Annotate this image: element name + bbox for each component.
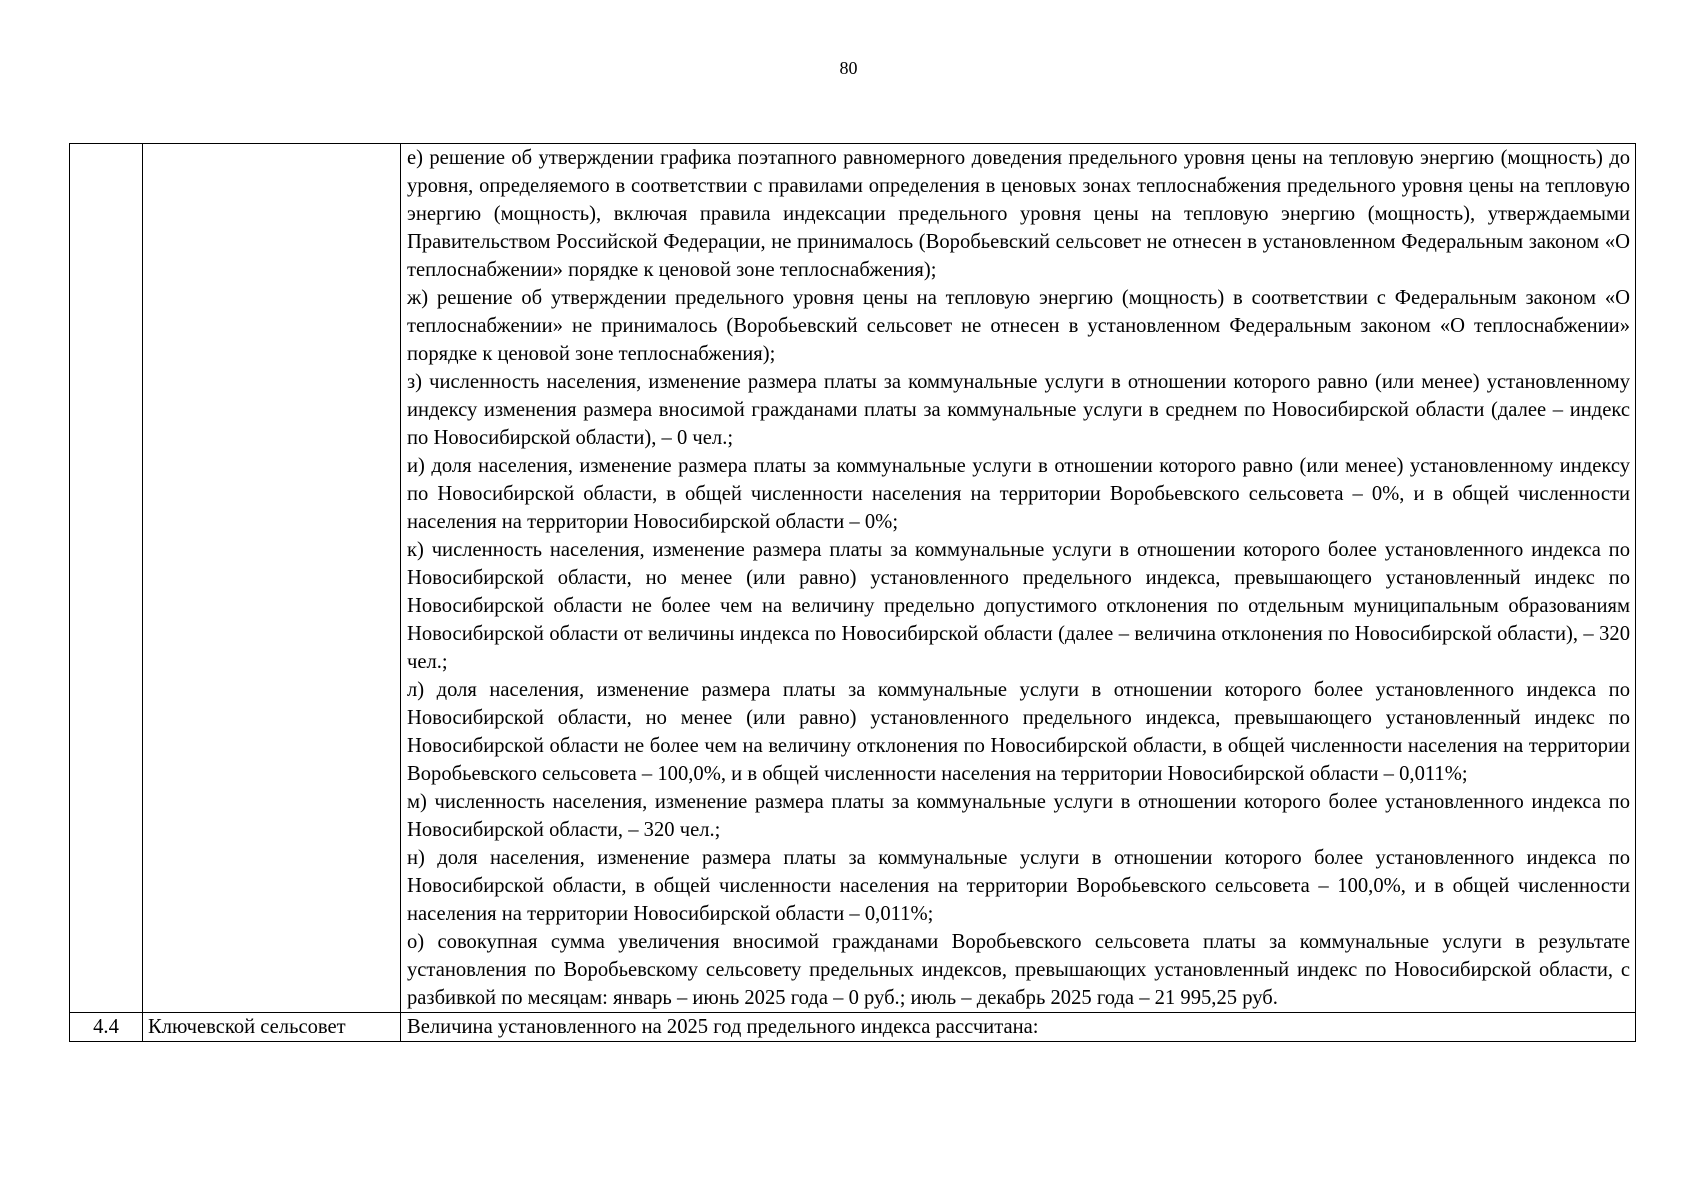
description-cell — [401, 144, 1636, 1013]
municipality-name-cell: Ключевской сельсовет — [143, 1013, 401, 1042]
description-cell — [401, 1013, 1636, 1042]
row-number-cell — [70, 144, 143, 1013]
paragraph-l: л) доля населения, изменение размера платы за коммунальные услуги в отношении которого более установленного индекса по Новосибирской области, но менее (или равно) установленного предельного индекса, превышающего установленный индекс по Новосибирской области не более чем на величину отклонения по Новосибирской области, в общей численности населения на территории Воробьевского сельсовета – 100,0%, и в общей численности населения на территории Новосибирской области – 0,011%; — [407, 679, 1630, 785]
paragraph-o: о) совокупная сумма увеличения вносимой гражданами Воробьевского сельсовета платы за коммунальные услуги в результате установления по Воробьевскому сельсовету предельных индексов, превышающих установленный индекс по Новосибирской области, с разбивкой по месяцам: январь – июнь 2025 года – 0 руб.; июль – декабрь 2025 года – 21 995,25 руб. — [407, 931, 1630, 1009]
paragraph-zh: ж) решение об утверждении предельного уровня цены на тепловую энергию (мощность) в соответствии с Федеральным законом «О теплоснабжении» не принималось (Воробьевский сельсовет не отнесен в установленном Федеральным законом «О теплоснабжении» порядке к ценовой зоне теплоснабжения); — [407, 287, 1630, 365]
table-row — [70, 144, 1636, 1013]
row-number-cell: 4.4 — [70, 1013, 143, 1042]
paragraph-e: е) решение об утверждении графика поэтапного равномерного доведения предельного уровня цены на тепловую энергию (мощность) до уровня, определяемого в соответствии с правилами определения в ценовых зонах теплоснабжения предельного уровня цены на тепловую энергию (мощность), включая правила индексации предельного уровня цены на тепловую энергию (мощность), утверждаемыми Правительством Российской Федерации, не принималось (Воробьевский сельсовет не отнесен в установленном Федеральным законом «О теплоснабжении» порядке к ценовой зоне теплоснабжения); — [407, 147, 1630, 281]
paragraph-intro: Величина установленного на 2025 год предельного индекса рассчитана: — [407, 1016, 1039, 1038]
paragraph-k: к) численность населения, изменение размера платы за коммунальные услуги в отношении которого более установленного индекса по Новосибирской области, но менее (или равно) установленного предельного индекса, превышающего установленный индекс по Новосибирской области не более чем на величину предельно допустимого отклонения по отдельным муниципальным образованиям Новосибирской области от величины индекса по Новосибирской области (далее – величина отклонения по Новосибирской области), – 320 чел.; — [407, 539, 1630, 673]
paragraph-m: м) численность населения, изменение размера платы за коммунальные услуги в отношении которого более установленного индекса по Новосибирской области, – 320 чел.; — [407, 791, 1630, 841]
table-row — [70, 1013, 1636, 1042]
paragraph-i: и) доля населения, изменение размера платы за коммунальные услуги в отношении которого равно (или менее) установленному индексу по Новосибирской области, в общей численности населения на территории Воробьевского сельсовета – 0%, и в общей численности населения на территории Новосибирской области – 0%; — [407, 455, 1630, 533]
municipality-name-cell — [143, 144, 401, 1013]
paragraph-z: з) численность населения, изменение размера платы за коммунальные услуги в отношении которого равно (или менее) установленному индексу изменения размера вносимой гражданами платы за коммунальные услуги в среднем по Новосибирской области (далее – индекс по Новосибирской области), – 0 чел.; — [407, 371, 1630, 449]
page-number: 80 — [839, 58, 858, 78]
paragraph-n: н) доля населения, изменение размера платы за коммунальные услуги в отношении которого более установленного индекса по Новосибирской области, в общей численности населения на территории Воробьевского сельсовета – 100,0%, и в общей численности населения на территории Новосибирской области – 0,011%; — [407, 847, 1630, 925]
document-table — [69, 143, 1636, 1042]
